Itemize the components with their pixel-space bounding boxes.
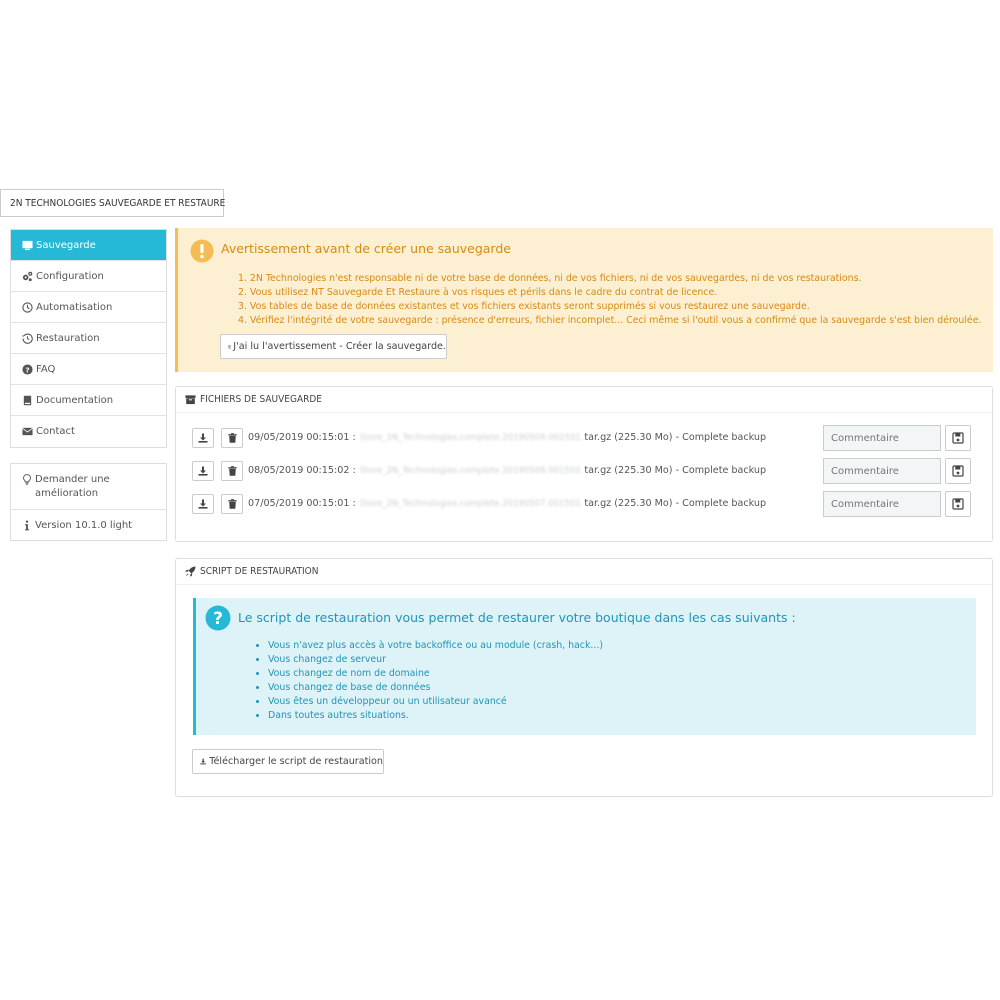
- list-item: 2. Vous utilisez NT Sauvegarde Et Restaure à vos risques et périls dans le cadre du contrat de licence.: [238, 287, 718, 298]
- sidebar-item-label: Documentation: [36, 394, 114, 406]
- sidebar-item-documentation[interactable]: [11, 385, 166, 416]
- save-icon: [952, 432, 964, 444]
- list-item: • Dans toutes autres situations.: [268, 709, 603, 723]
- backup-file-info: [248, 465, 766, 476]
- table-row: [192, 491, 976, 515]
- download-button[interactable]: [192, 494, 214, 514]
- info-list: [254, 639, 603, 723]
- version-info: [11, 510, 166, 540]
- backup-size: (225.30 Mo): [614, 432, 673, 443]
- download-icon: [200, 756, 206, 767]
- backup-filename: Store_2N_Technologies.complete.20190508.001502.: [359, 465, 584, 476]
- backup-size: (225.30 Mo): [614, 498, 673, 509]
- question-circle-icon: [205, 605, 231, 631]
- backup-extension: tar.gz: [584, 465, 612, 476]
- panel-header: [176, 387, 992, 413]
- sidebar-item-label: Automatisation: [36, 301, 113, 313]
- request-improvement-label: Demander une amélioration: [35, 474, 110, 499]
- download-button[interactable]: [192, 461, 214, 481]
- list-item: 3. Vos tables de base de données existantes et vos fichiers existants seront supprimés si vous restaurez une sauvegarde.: [238, 301, 810, 312]
- backup-file-info: [248, 498, 766, 509]
- backup-date: 07/05/2019 00:15:01 :: [248, 498, 356, 509]
- panel-title: SCRIPT DE RESTAURATION: [200, 566, 319, 577]
- backup-filename: Store_2N_Technologies.complete.20190507.001501.: [359, 498, 584, 509]
- lightbulb-icon: [22, 474, 32, 485]
- rocket-icon: [185, 566, 196, 577]
- info-icon: [22, 520, 32, 531]
- list-item: • Vous êtes un développeur ou un utilisateur avancé: [268, 695, 603, 709]
- backup-filename: Store_2N_Technologies.complete.20190509.001501.: [359, 432, 584, 443]
- comment-input[interactable]: [823, 425, 941, 451]
- backup-type: - Complete backup: [675, 498, 767, 509]
- save-comment-button[interactable]: [945, 458, 971, 484]
- warning-list: [238, 272, 981, 328]
- exclamation-circle-icon: [190, 239, 214, 263]
- comment-input[interactable]: [823, 458, 941, 484]
- backup-type: - Complete backup: [675, 432, 767, 443]
- question-circle-icon: [22, 364, 33, 375]
- trash-icon: [228, 433, 237, 443]
- list-item: 1. 2N Technologies n'est responsable ni de votre base de données, ni de vos fichiers, ni de vos sauvegardes, ni de vos restaurations.: [238, 273, 862, 284]
- backup-date: 09/05/2019 00:15:01 :: [248, 432, 356, 443]
- save-icon: [952, 465, 964, 477]
- version-label: Version 10.1.0 light: [35, 519, 133, 531]
- panel-title: FICHIERS DE SAUVEGARDE: [200, 394, 322, 405]
- warning-alert: [175, 228, 993, 372]
- trash-icon: [228, 499, 237, 509]
- backup-file-info: [248, 432, 766, 443]
- svg-text:?: ?: [25, 364, 30, 374]
- list-item: • Vous changez de nom de domaine: [268, 667, 603, 681]
- sidebar-item-label: Contact: [36, 426, 75, 437]
- save-icon: [228, 341, 231, 353]
- download-restore-script-button[interactable]: [192, 749, 384, 774]
- backup-date: 08/05/2019 00:15:02 :: [248, 465, 356, 476]
- envelope-icon: [22, 426, 33, 437]
- desktop-icon: [22, 240, 33, 251]
- sidebar-item-restauration[interactable]: [11, 323, 166, 354]
- restore-script-panel: [175, 558, 993, 797]
- delete-button[interactable]: [221, 428, 243, 448]
- download-restore-script-label: Télécharger le script de restauration: [209, 756, 383, 767]
- sidebar-item-contact[interactable]: [11, 416, 166, 447]
- download-icon: [198, 466, 208, 476]
- sidebar-item-label: Sauvegarde: [36, 239, 96, 251]
- list-item: • Vous changez de base de données: [268, 681, 603, 695]
- create-backup-button[interactable]: [220, 334, 447, 359]
- clock-icon: [22, 302, 33, 313]
- svg-text:?: ?: [213, 609, 223, 629]
- sidebar-item-sauvegarde[interactable]: [11, 230, 166, 261]
- module-tab[interactable]: 2N TECHNOLOGIES SAUVEGARDE ET RESTAURE: [0, 189, 224, 217]
- backup-extension: tar.gz: [584, 432, 612, 443]
- download-icon: [198, 499, 208, 509]
- sidebar-extra: [10, 463, 167, 541]
- history-icon: [22, 333, 33, 344]
- archive-icon: [185, 394, 196, 405]
- list-item: 4. Vérifiez l'intégrité de votre sauvegarde : présence d'erreurs, fichier incomplet... Ceci même si l'outil vous a confirmé que la sauvegarde s'est bien déroulée.: [238, 315, 982, 326]
- backup-type: - Complete backup: [675, 465, 767, 476]
- warning-title: Avertissement avant de créer une sauvegarde: [221, 241, 511, 256]
- panel-header: [176, 559, 992, 585]
- delete-button[interactable]: [221, 461, 243, 481]
- sidebar-item-configuration[interactable]: [11, 261, 166, 292]
- sidebar-item-automatisation[interactable]: [11, 292, 166, 323]
- sidebar-item-label: Restauration: [36, 332, 100, 344]
- create-backup-label: J'ai lu l'avertissement - Créer la sauvegarde.: [233, 341, 446, 352]
- delete-button[interactable]: [221, 494, 243, 514]
- comment-input[interactable]: [823, 491, 941, 517]
- backup-extension: tar.gz: [584, 498, 612, 509]
- save-comment-button[interactable]: [945, 425, 971, 451]
- trash-icon: [228, 466, 237, 476]
- save-icon: [952, 498, 964, 510]
- download-button[interactable]: [192, 428, 214, 448]
- table-row: [192, 425, 976, 449]
- download-icon: [198, 433, 208, 443]
- list-item: • Vous n'avez plus accès à votre backoffice ou au module (crash, hack...): [268, 639, 603, 653]
- request-improvement-link[interactable]: [11, 464, 166, 510]
- table-row: [192, 458, 976, 482]
- sidebar-nav: [10, 229, 167, 448]
- sidebar-item-faq[interactable]: [11, 354, 166, 385]
- save-comment-button[interactable]: [945, 491, 971, 517]
- gears-icon: [22, 271, 33, 282]
- book-icon: [22, 395, 33, 406]
- list-item: • Vous changez de serveur: [268, 653, 603, 667]
- info-alert: [193, 598, 976, 735]
- backup-files-panel: [175, 386, 993, 542]
- sidebar-item-label: FAQ: [36, 363, 56, 375]
- sidebar-item-label: Configuration: [36, 270, 104, 282]
- info-title: Le script de restauration vous permet de restaurer votre boutique dans les cas suivants :: [238, 610, 796, 625]
- backup-size: (225.30 Mo): [614, 465, 673, 476]
